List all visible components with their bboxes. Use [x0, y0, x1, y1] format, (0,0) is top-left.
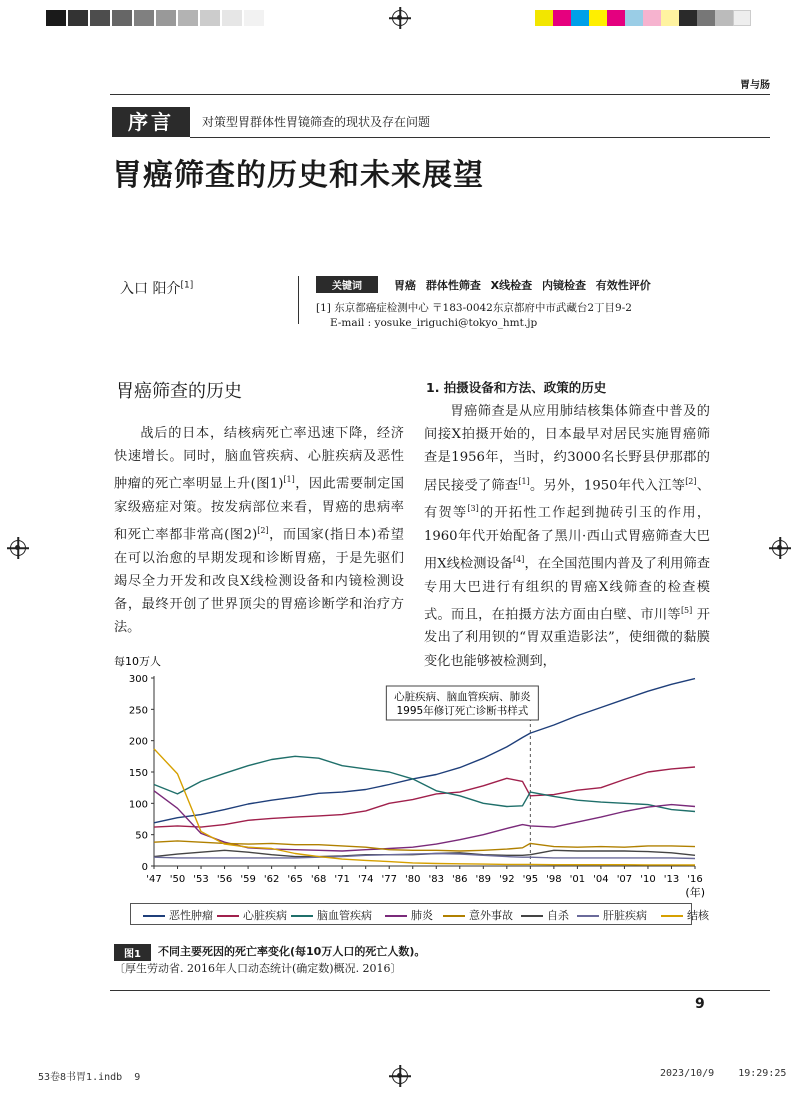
print-slug-file: 53卷8书胃1.indb 9 [38, 1072, 141, 1083]
chart-legend [130, 903, 709, 925]
print-slug-date: 2023/10/9 19:29:25 [660, 1068, 787, 1079]
body-left-column: 战后的日本，结核病死亡率迅速下降，经济快速增长。同时，脑血管疾病、心脏疾病及恶性肿瘤的死亡率明显上升(图1)[1]，因此需要制定国家级癌症对策。按发病部位来看，胃癌的患病率和死亡率都非常高(图2)[2]，而国家(指日本)希望在可以治愈的早期发现和诊断胃癌，于是先驱们竭尽全力开发和改良X线检测设备和内镜检测设备，最终开创了世界顶尖的胃癌诊断学和治疗方法。 [114, 426, 404, 636]
footer-rule [110, 990, 770, 991]
legend-item [143, 907, 213, 923]
header-rule [110, 94, 770, 95]
legend-item [443, 907, 513, 923]
legend-swatch [143, 915, 165, 917]
gray-swatch [46, 10, 66, 26]
y-tick-label: 50 [135, 830, 148, 842]
x-tick-label: '59 [240, 874, 256, 885]
series-line-肺炎 [154, 791, 695, 851]
x-tick-label: '56 [216, 874, 233, 885]
legend-label: 肝脏疾病 [603, 909, 647, 922]
y-tick-label: 250 [128, 705, 148, 717]
legend-swatch [521, 915, 543, 917]
registration-mark-icon [772, 540, 788, 556]
legend-label: 肺炎 [411, 909, 433, 922]
series-line-肝脏疾病 [154, 854, 695, 859]
annotation-line-1: 心脏疾病、脑血管疾病、肺炎 [394, 691, 531, 703]
legend-item [217, 907, 287, 923]
subsection-heading: 1. 拍摄设备和方法、政策的历史 [426, 380, 607, 395]
x-tick-label: '65 [287, 874, 303, 885]
affiliation [316, 301, 632, 331]
color-swatch [589, 10, 607, 26]
y-tick-label: 300 [128, 674, 148, 685]
affiliation-address: [1] 东京都癌症检测中心 〒183-0042东京都府中市武藏台2丁目9-2 [316, 302, 632, 314]
x-tick-label: '13 [663, 874, 680, 885]
color-swatch [553, 10, 571, 26]
legend-item [521, 907, 569, 923]
legend-swatch [661, 915, 683, 917]
gray-swatch [68, 10, 88, 26]
figure-tag: 图1 [114, 944, 151, 961]
color-swatch [535, 10, 553, 26]
registration-mark-icon [392, 1068, 408, 1084]
section-heading: 胃癌筛查的历史 [116, 381, 242, 402]
gray-swatch [200, 10, 220, 26]
x-tick-label: '68 [310, 874, 327, 885]
y-tick-label: 100 [128, 799, 148, 811]
figure-source: 〔厚生劳动省. 2016年人口动态统计(确定数)概况. 2016〕 [114, 962, 402, 975]
x-tick-label: '01 [569, 874, 586, 885]
keywords-label: 关键词 [316, 276, 378, 293]
color-swatch [697, 10, 715, 26]
legend-label: 意外事故 [469, 909, 513, 922]
legend-swatch [291, 915, 313, 917]
preface-rule [190, 137, 770, 138]
registration-mark-icon [10, 540, 26, 556]
author-ref: [1] [180, 280, 194, 291]
journal-name: 胃与肠 [740, 80, 770, 91]
color-swatch [571, 10, 589, 26]
author-name: 入口 阳介 [120, 281, 181, 297]
x-tick-label: '86 [452, 874, 468, 885]
x-tick-label: '10 [640, 874, 656, 885]
color-swatch [679, 10, 697, 26]
legend-item [385, 907, 433, 923]
mortality-line-chart [112, 656, 712, 901]
author [120, 278, 193, 298]
x-tick-label: '80 [404, 874, 421, 885]
color-swatch [625, 10, 643, 26]
figure-caption: 不同主要死因的死亡率变化(每10万人口的死亡人数)。 [158, 945, 426, 958]
x-tick-label: '47 [146, 874, 162, 885]
x-tick-label: '95 [522, 874, 539, 885]
legend-label: 恶性肿瘤 [169, 909, 213, 922]
x-tick-label: '92 [499, 874, 515, 885]
color-swatch [733, 10, 751, 26]
x-tick-label: '74 [357, 874, 374, 885]
x-axis-label: (年) [685, 886, 705, 899]
article-title: 胃癌筛查的历史和未来展望 [112, 158, 484, 193]
x-tick-label: '16 [687, 874, 703, 885]
gray-swatch [222, 10, 242, 26]
gray-swatch [178, 10, 198, 26]
x-tick-label: '50 [169, 874, 186, 885]
keywords-text: 胃癌 群体性筛查 X线检查 内镜检查 有效性评价 [394, 279, 651, 292]
annotation-line-2: 1995年修订死亡诊断书样式 [396, 705, 529, 717]
x-tick-label: '07 [616, 874, 633, 885]
page-number: 9 [695, 996, 705, 1012]
legend-label: 心脏疾病 [243, 909, 287, 922]
x-tick-label: '83 [428, 874, 445, 885]
x-tick-label: '62 [263, 874, 280, 885]
gray-swatch [244, 10, 264, 26]
legend-swatch [385, 915, 407, 917]
preface-subtitle: 对策型胃群体性胃镜筛查的现状及存在问题 [202, 115, 431, 129]
y-tick-label: 200 [128, 736, 148, 748]
color-swatch [661, 10, 679, 26]
legend-item [661, 907, 709, 923]
gray-swatch [90, 10, 110, 26]
legend-label: 脑血管疾病 [317, 909, 372, 922]
legend-label: 自杀 [547, 909, 569, 922]
gray-swatch [112, 10, 132, 26]
legend-label: 结核 [687, 909, 709, 922]
affiliation-email: E-mail : yosuke_iriguchi@tokyo_hmt.jp [330, 317, 538, 329]
y-axis-label: 每10万人 [114, 656, 161, 668]
y-tick-label: 150 [128, 768, 148, 779]
legend-item [577, 907, 647, 923]
legend-swatch [443, 915, 465, 917]
legend-swatch [217, 915, 239, 917]
legend-swatch [577, 915, 599, 917]
y-tick-label: 0 [141, 862, 148, 873]
x-tick-label: '89 [475, 874, 492, 885]
gray-swatch [156, 10, 176, 26]
x-tick-label: '53 [193, 874, 209, 885]
color-swatch [715, 10, 733, 26]
gray-swatch [134, 10, 154, 26]
x-tick-label: '04 [593, 874, 609, 885]
x-tick-label: '77 [381, 874, 397, 885]
x-tick-label: '71 [334, 874, 350, 885]
author-divider [298, 276, 299, 324]
registration-mark-icon [392, 10, 408, 26]
preface-tag: 序言 [112, 107, 190, 137]
color-swatch [607, 10, 625, 26]
color-swatch [643, 10, 661, 26]
body-right-column: 胃癌筛查是从应用肺结核集体筛查中普及的间接X拍摄开始的，日本最早对居民实施胃癌筛查是1956年，当时，约3000名长野县伊那郡的居民接受了筛查[1]。另外，1950年代入江等[2]、有贺等[3]的开拓性工作起到抛砖引玉的作用，1960年代开始配备了黑川·西山式胃癌筛查大巴用X线检测设备[4]，在全国范围内普及了利用筛查专用大巴进行有组织的胃癌X线筛查的检查模式。而且，在拍摄方法方面由白壁、市川等[5] 开发出了利用钡的“胃双重造影法”，使细微的黏膜变化也能够被检测到， [424, 404, 711, 669]
legend-item [291, 907, 372, 923]
x-tick-label: '98 [546, 874, 562, 885]
